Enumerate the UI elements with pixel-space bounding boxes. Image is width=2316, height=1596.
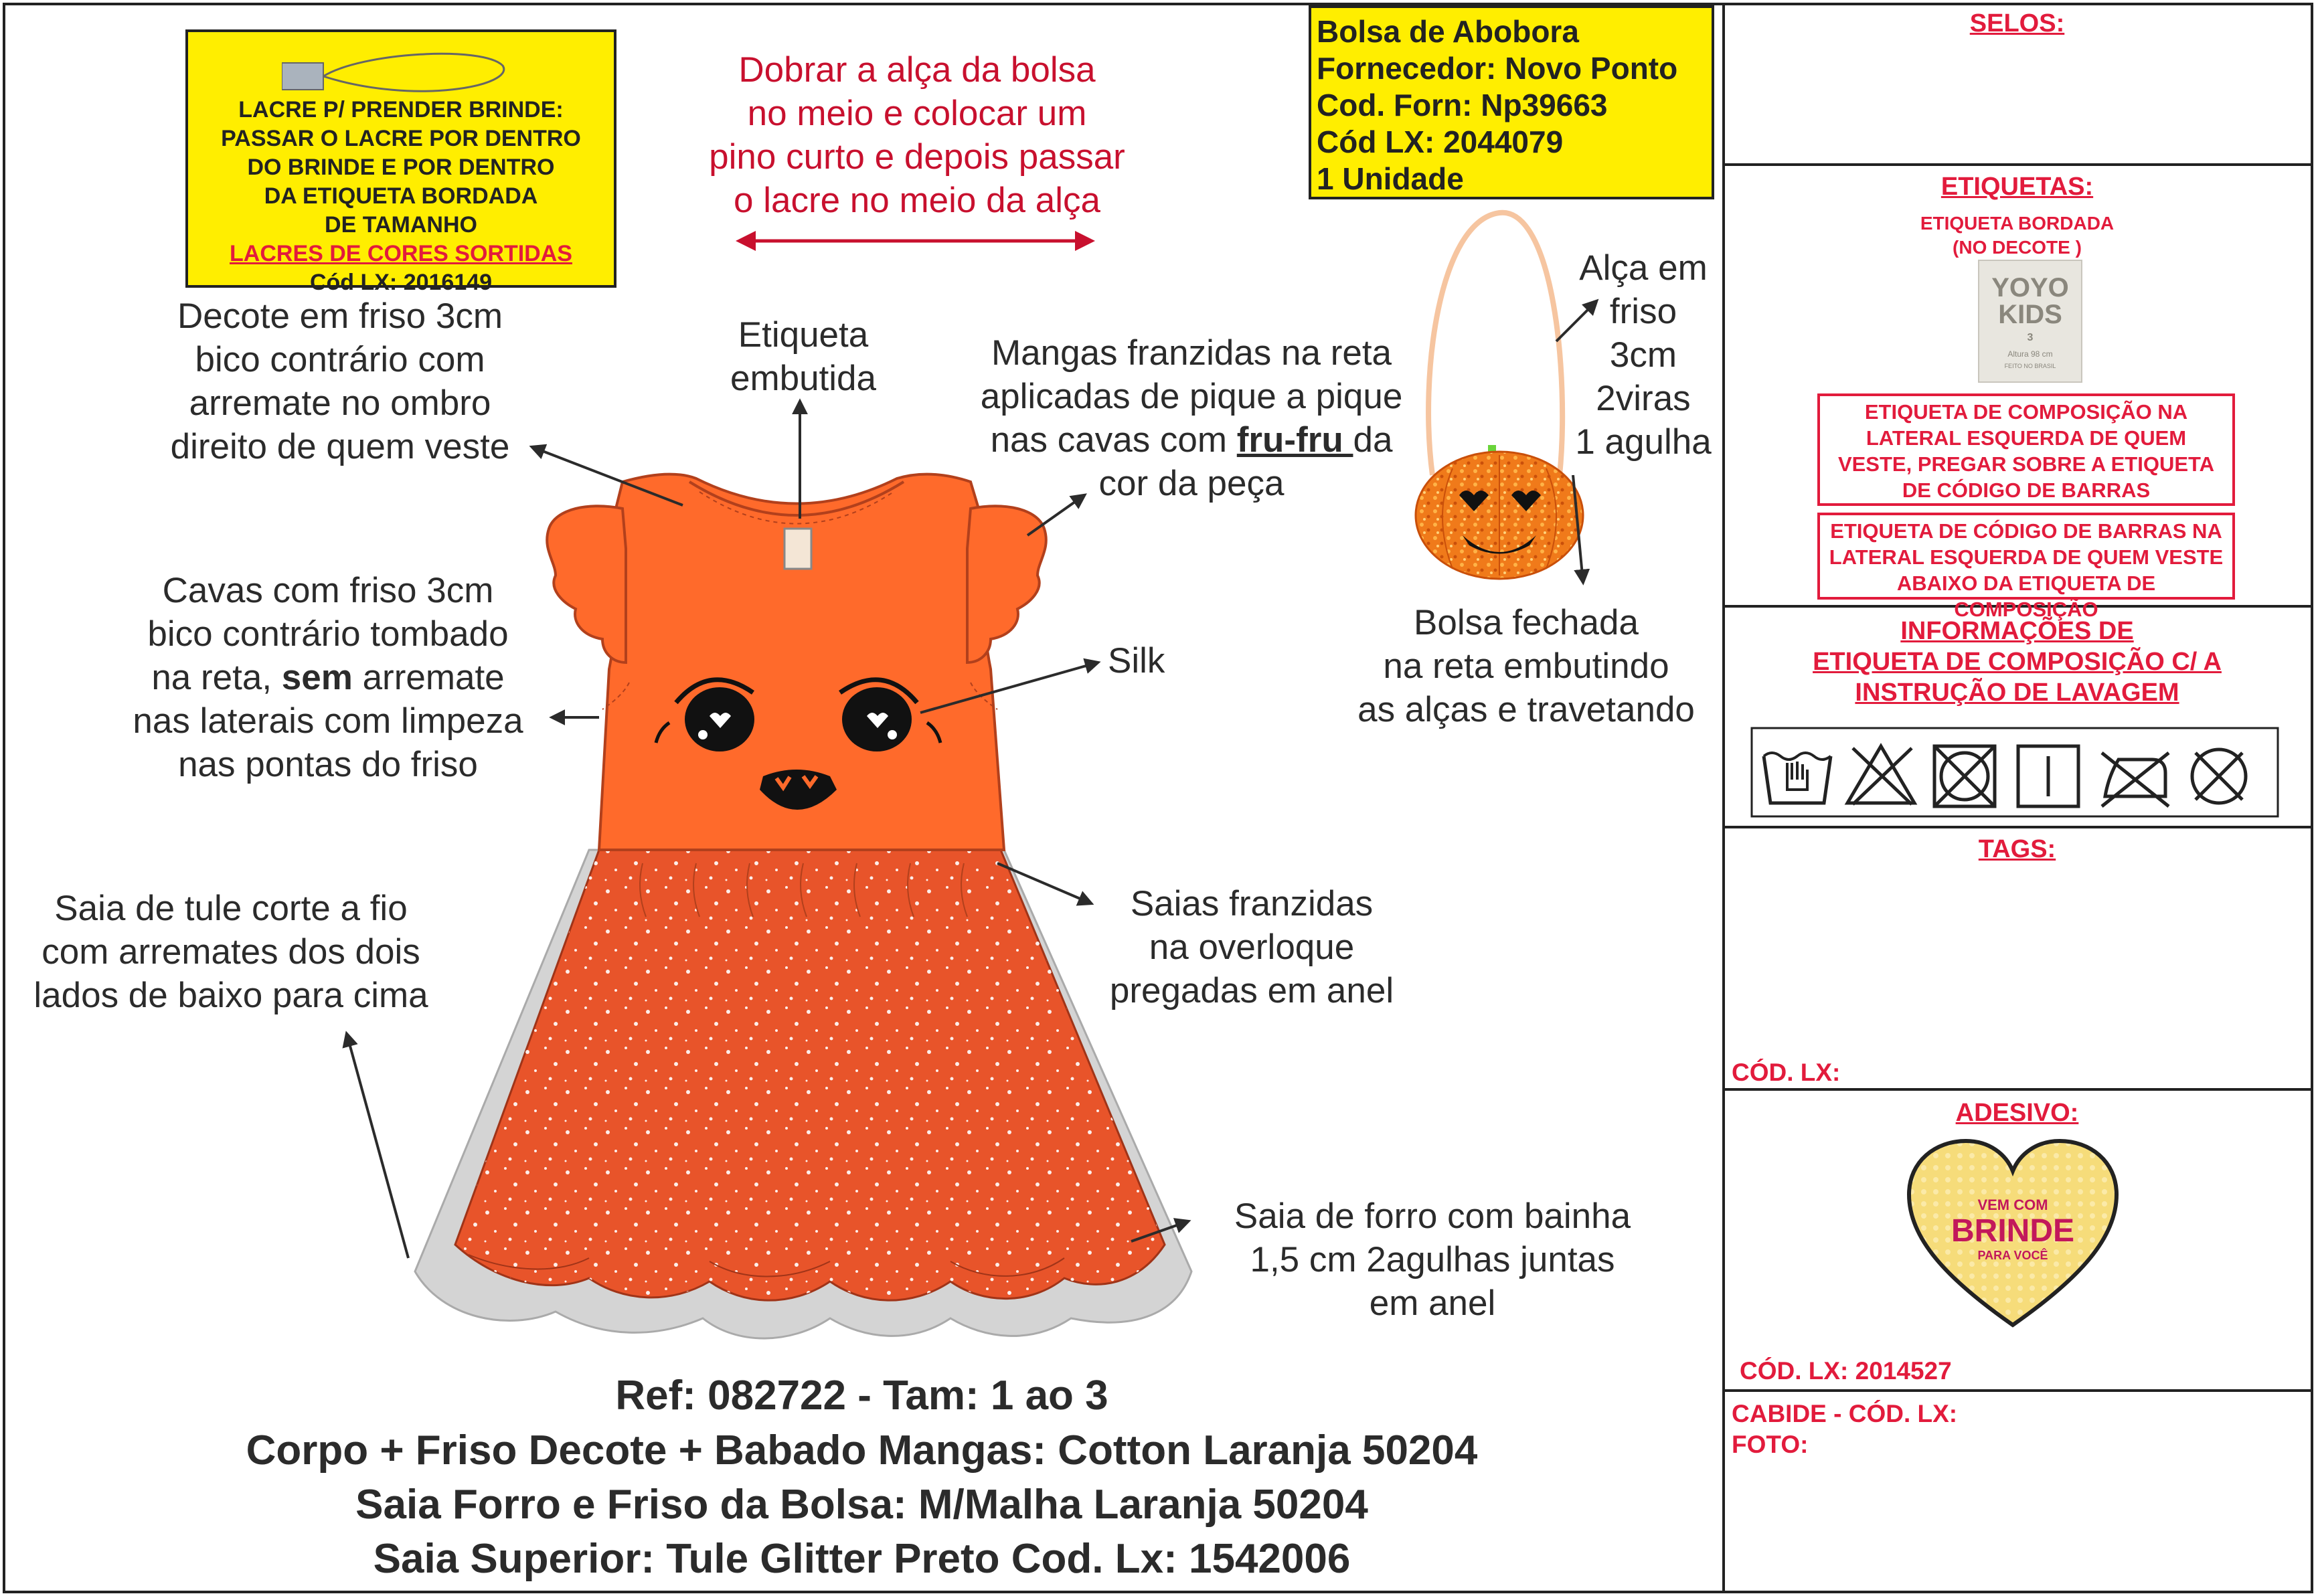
dobrar-line-4: o lacre no meio da alça bbox=[734, 181, 1100, 220]
label-brand-2: KIDS bbox=[1998, 300, 2062, 329]
lacre-line-5: DE TAMANHO bbox=[325, 212, 477, 238]
cavas-line-3c: arremate bbox=[352, 658, 505, 697]
dobrar-line-2: no meio e colocar um bbox=[747, 94, 1087, 133]
fru-fru-emphasis: fru-fru bbox=[1236, 420, 1353, 460]
dobrar-line-1: Dobrar a alça da bolsa bbox=[738, 50, 1096, 90]
bolsa-line-3: Cod. Forn: Np39663 bbox=[1317, 88, 1608, 122]
barras-box bbox=[1817, 513, 2235, 621]
bolsa-line-2: Fornecedor: Novo Ponto bbox=[1317, 51, 1678, 86]
mangas-line-4: cor da peça bbox=[1098, 464, 1285, 503]
etiqueta-bordada-line-1: ETIQUETA BORDADA bbox=[1920, 213, 2115, 234]
informacoes-line-1: INFORMAÇÕES DE bbox=[1900, 617, 2134, 645]
lacre-line-1: LACRE P/ PRENDER BRINDE: bbox=[238, 97, 564, 122]
informacoes-section bbox=[1724, 608, 2311, 828]
lacre-line-3: DO BRINDE E POR DENTRO bbox=[247, 155, 555, 180]
etiqueta-line-2: embutida bbox=[730, 359, 877, 398]
mangas-note bbox=[950, 331, 1432, 505]
lacre-sortidas: LACRES DE CORES SORTIDAS bbox=[230, 241, 572, 266]
bolsa-line-1: Bolsa de Abobora bbox=[1317, 14, 1579, 49]
adesivo-cod-lx: CÓD. LX: 2014527 bbox=[1740, 1357, 1952, 1385]
foto-label: FOTO: bbox=[1732, 1431, 1809, 1458]
alca-line-5: 1 agulha bbox=[1575, 422, 1712, 462]
bolsa-fechada-line-2: na reta embutindo bbox=[1383, 646, 1669, 686]
ref-line: Ref: 082722 - Tam: 1 ao 3 bbox=[615, 1372, 1108, 1419]
mangas-line-2: aplicadas de pique a pique bbox=[980, 377, 1403, 416]
saias-franzidas-line-3: pregadas em anel bbox=[1109, 971, 1394, 1010]
tags-title: TAGS: bbox=[1978, 835, 2056, 863]
barras-line-3: ABAIXO DA ETIQUETA DE COMPOSIÇÃO bbox=[1896, 571, 2156, 621]
composicao-box bbox=[1817, 393, 2235, 506]
barras-line-2: LATERAL ESQUERDA DE QUEM VESTE bbox=[1829, 545, 2224, 569]
cabide-section bbox=[1724, 1392, 2311, 1593]
mangas-line-3a: nas cavas com bbox=[990, 420, 1237, 460]
left-sleeve-ruffle bbox=[547, 506, 626, 662]
mangas-line-3c: da bbox=[1353, 420, 1393, 460]
saia-tule-note bbox=[17, 887, 445, 1017]
alca-note bbox=[1566, 246, 1720, 464]
alca-line-4: 2viras bbox=[1596, 379, 1691, 418]
saias-franzidas-line-2: na overloque bbox=[1149, 927, 1355, 967]
cavas-note bbox=[107, 569, 549, 786]
etiqueta-embutida-note bbox=[703, 313, 904, 400]
decote-line-1: Decote em friso 3cm bbox=[177, 296, 503, 336]
bolsa-fechada-line-3: as alças e travetando bbox=[1357, 690, 1695, 729]
lacre-line-2: PASSAR O LACRE POR DENTRO bbox=[221, 126, 581, 151]
alca-line-3: 3cm bbox=[1609, 335, 1677, 375]
mangas-line-1: Mangas franzidas na reta bbox=[991, 333, 1392, 373]
label-height: Altura 98 cm bbox=[2007, 349, 2053, 359]
saia-tule-line-1: Saia de tule corte a fio bbox=[54, 889, 408, 928]
saias-franzidas-note bbox=[1084, 882, 1419, 1012]
saia-forro-note bbox=[1205, 1194, 1660, 1325]
silk-note: Silk bbox=[1108, 641, 1165, 681]
bolsa-fechada-note bbox=[1335, 601, 1717, 731]
pumpkin-bag-illustration bbox=[1416, 213, 1583, 579]
etiquetas-title: ETIQUETAS: bbox=[1940, 173, 2094, 201]
etiqueta-bordada-line-2: (NO DECOTE ) bbox=[1953, 237, 2082, 258]
cavas-line-2: bico contrário tombado bbox=[147, 614, 509, 654]
cavas-line-1: Cavas com friso 3cm bbox=[162, 571, 494, 610]
sem-emphasis: sem bbox=[281, 658, 353, 697]
cavas-line-5: nas pontas do friso bbox=[178, 745, 478, 784]
embedded-label bbox=[784, 529, 811, 569]
informacoes-line-3: INSTRUÇÃO DE LAVAGEM bbox=[1855, 679, 2179, 707]
etiqueta-line-1: Etiqueta bbox=[738, 315, 869, 355]
saia-tule-line-3: lados de baixo para cima bbox=[33, 976, 428, 1015]
lacre-cod: Cód LX: 2016149 bbox=[309, 270, 493, 295]
alca-line-1: Alça em bbox=[1579, 248, 1708, 288]
bolsa-fechada-line-1: Bolsa fechada bbox=[1414, 603, 1639, 642]
bolsa-line-5: 1 Unidade bbox=[1317, 161, 1464, 196]
adesivo-section bbox=[1724, 1091, 2311, 1392]
cabide-cod-lx: CABIDE - CÓD. LX: bbox=[1732, 1400, 1958, 1427]
corpo-line: Corpo + Friso Decote + Babado Mangas: Cotton Laranja 50204 bbox=[246, 1427, 1478, 1474]
lacre-line-4: DA ETIQUETA BORDADA bbox=[264, 183, 538, 209]
saia-forro-line-3: em anel bbox=[1369, 1283, 1496, 1323]
decote-line-2: bico contrário com bbox=[195, 340, 485, 379]
mangas-line-3 bbox=[950, 418, 1432, 462]
care-symbols-strip bbox=[1750, 727, 2279, 818]
alca-line-2: friso bbox=[1609, 292, 1677, 331]
label-brand-1: YOYO bbox=[1991, 273, 2069, 302]
sticker-vem-com: VEM COM bbox=[1977, 1196, 2048, 1213]
cavas-line-3 bbox=[107, 656, 549, 699]
composicao-line-4: DE CÓDIGO DE BARRAS bbox=[1902, 478, 2151, 502]
selos-section bbox=[1724, 5, 2311, 166]
composicao-line-2: LATERAL ESQUERDA DE QUEM bbox=[1866, 426, 2187, 450]
barras-line-1: ETIQUETA DE CÓDIGO DE BARRAS NA bbox=[1830, 519, 2222, 543]
etiquetas-section bbox=[1724, 166, 2311, 621]
bolsa-line-4: Cód LX: 2044079 bbox=[1317, 124, 1564, 159]
adesivo-title: ADESIVO: bbox=[1955, 1099, 2079, 1127]
label-origin: FEITO NO BRASIL bbox=[2004, 363, 2056, 369]
informacoes-line-2: ETIQUETA DE COMPOSIÇÃO C/ A bbox=[1813, 648, 2222, 676]
tags-cod-lx: CÓD. LX: bbox=[1732, 1059, 1841, 1086]
decote-line-4: direito de quem veste bbox=[170, 427, 510, 466]
label-size: 3 bbox=[2027, 332, 2034, 343]
dobrar-line-3: pino curto e depois passar bbox=[709, 137, 1125, 177]
cavas-line-4: nas laterais com limpeza bbox=[133, 701, 523, 741]
tags-section bbox=[1724, 828, 2311, 1091]
composicao-line-1: ETIQUETA DE COMPOSIÇÃO NA bbox=[1864, 400, 2188, 424]
composicao-line-3: VESTE, PREGAR SOBRE A ETIQUETA bbox=[1837, 452, 2215, 476]
saia-forro-line: Saia Forro e Friso da Bolsa: M/Malha Laranja 50204 bbox=[355, 1482, 1368, 1528]
saias-franzidas-line-1: Saias franzidas bbox=[1130, 884, 1374, 923]
selos-title: SELOS: bbox=[1969, 9, 2065, 37]
sticker-para-voce: PARA VOCÊ bbox=[1977, 1249, 2048, 1262]
saia-forro-line-2: 1,5 cm 2agulhas juntas bbox=[1250, 1240, 1615, 1279]
saia-tule-line-2: com arremates dos dois bbox=[42, 932, 420, 972]
sticker-brinde: BRINDE bbox=[1951, 1213, 2074, 1249]
decote-line-3: arremate no ombro bbox=[189, 383, 491, 423]
yoyo-kids-label bbox=[1978, 260, 2082, 383]
saia-superior-line: Saia Superior: Tule Glitter Preto Cod. Lx: 1542006 bbox=[373, 1536, 1351, 1582]
saia-forro-line-1: Saia de forro com bainha bbox=[1234, 1196, 1631, 1236]
decote-note bbox=[146, 294, 534, 468]
cavas-line-3a: na reta, bbox=[151, 658, 282, 697]
